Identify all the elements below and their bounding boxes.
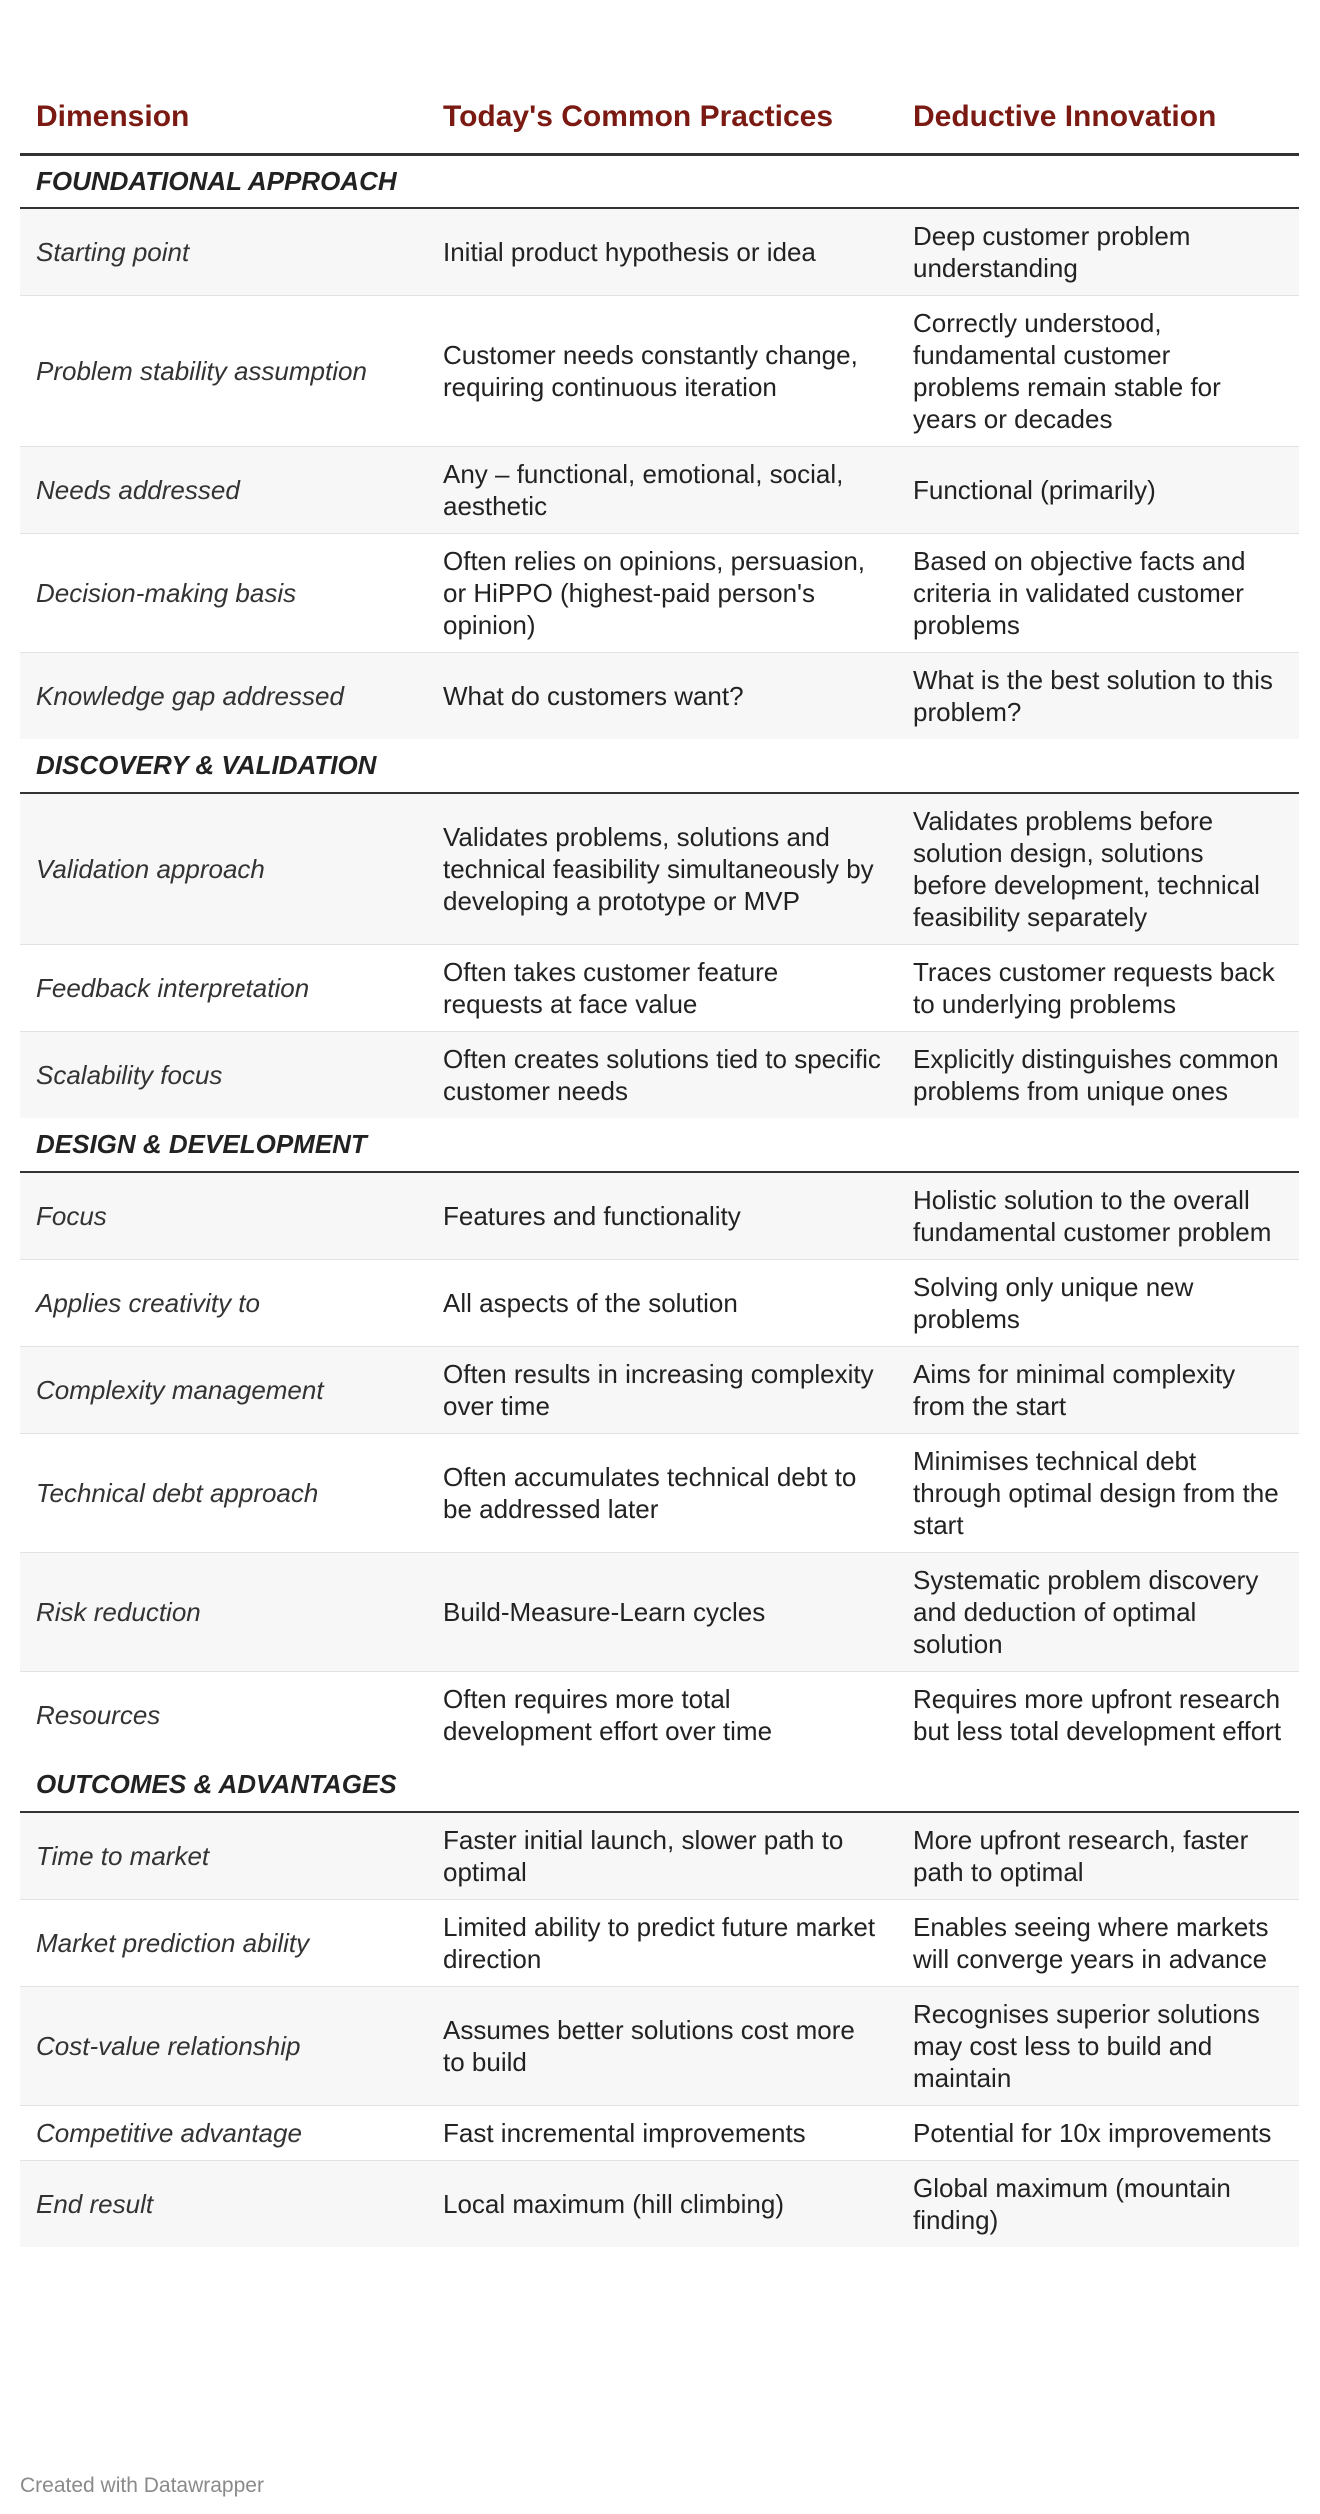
common-practice-cell: Validates problems, solutions and technical feasibility simultaneously by developing a prototype or MVP	[427, 793, 897, 945]
deductive-innovation-cell: Holistic solution to the overall fundamental customer problem	[897, 1172, 1299, 1260]
header-todays-common-practices: Today's Common Practices	[427, 0, 897, 154]
section-row	[20, 739, 1299, 793]
common-practice-cell: Local maximum (hill climbing)	[427, 2161, 897, 2248]
dimension-cell: Market prediction ability	[20, 1900, 427, 1987]
common-practice-cell: Build-Measure-Learn cycles	[427, 1553, 897, 1672]
deductive-innovation-cell: Aims for minimal complexity from the start	[897, 1347, 1299, 1434]
dimension-cell: Competitive advantage	[20, 2106, 427, 2161]
table-row	[20, 447, 1299, 534]
deductive-innovation-cell: Correctly understood, fundamental customer problems remain stable for years or decades	[897, 296, 1299, 447]
header-dimension: Dimension	[20, 0, 427, 154]
common-practice-cell: Often creates solutions tied to specific customer needs	[427, 1032, 897, 1119]
section-row	[20, 1758, 1299, 1812]
table-row	[20, 945, 1299, 1032]
deductive-innovation-cell: Validates problems before solution design, solutions before development, technical feasibility separately	[897, 793, 1299, 945]
table-row	[20, 1347, 1299, 1434]
dimension-cell: Problem stability assumption	[20, 296, 427, 447]
table-row	[20, 1672, 1299, 1759]
header-deductive-innovation: Deductive Innovation	[897, 0, 1299, 154]
common-practice-cell: Any – functional, emotional, social, aesthetic	[427, 447, 897, 534]
deductive-innovation-cell: Systematic problem discovery and deduction of optimal solution	[897, 1553, 1299, 1672]
section-title: DISCOVERY & VALIDATION	[20, 739, 1299, 793]
common-practice-cell: Limited ability to predict future market direction	[427, 1900, 897, 1987]
common-practice-cell: Often results in increasing complexity over time	[427, 1347, 897, 1434]
table-row	[20, 208, 1299, 296]
dimension-cell: Starting point	[20, 208, 427, 296]
table-row	[20, 1900, 1299, 1987]
dimension-cell: Needs addressed	[20, 447, 427, 534]
common-practice-cell: Often requires more total development effort over time	[443, 1684, 773, 1746]
table-body	[20, 154, 1299, 2247]
deductive-innovation-cell: Recognises superior solutions may cost less to build and maintain	[897, 1987, 1299, 2106]
common-practice-cell: Assumes better solutions cost more to build	[427, 1987, 897, 2106]
comparison-table	[20, 0, 1299, 2247]
dimension-cell: End result	[20, 2161, 427, 2248]
deductive-innovation-cell: Requires more upfront research but less total development effort	[913, 1684, 1282, 1746]
table-row	[20, 2161, 1299, 2248]
table-row	[20, 1987, 1299, 2106]
datawrapper-credit: Created with Datawrapper	[20, 2474, 264, 2497]
dimension-cell: Validation approach	[20, 793, 427, 945]
table-row	[20, 1434, 1299, 1553]
section-title: OUTCOMES & ADVANTAGES	[20, 1758, 1299, 1812]
section-row	[20, 1118, 1299, 1172]
common-practice-cell: Initial product hypothesis or idea	[427, 208, 897, 296]
deductive-innovation-cell: What is the best solution to this problem?	[897, 653, 1299, 740]
deductive-innovation-cell: Explicitly distinguishes common problems from unique ones	[897, 1032, 1299, 1119]
deductive-innovation-cell: Solving only unique new problems	[897, 1260, 1299, 1347]
table-row	[20, 1812, 1299, 1900]
common-practice-cell: Often relies on opinions, persuasion, or HiPPO (highest-paid person's opinion)	[427, 534, 897, 653]
table-row	[20, 793, 1299, 945]
deductive-innovation-cell: Potential for 10x improvements	[897, 2106, 1299, 2161]
common-practice-cell: Features and functionality	[427, 1172, 897, 1260]
common-practice-cell: Often accumulates technical debt to be addressed later	[427, 1434, 897, 1553]
dimension-cell: Time to market	[20, 1812, 427, 1900]
comparison-table-container	[20, 0, 1299, 2247]
table-row	[20, 1260, 1299, 1347]
table-row	[20, 534, 1299, 653]
dimension-cell: Resources	[36, 1700, 161, 1730]
dimension-cell: Scalability focus	[20, 1032, 427, 1119]
common-practice-cell: All aspects of the solution	[427, 1260, 897, 1347]
dimension-cell: Focus	[20, 1172, 427, 1260]
dimension-cell: Cost-value relationship	[20, 1987, 427, 2106]
table-row	[20, 1172, 1299, 1260]
dimension-cell: Risk reduction	[20, 1553, 427, 1672]
table-row	[20, 653, 1299, 740]
dimension-cell: Technical debt approach	[20, 1434, 427, 1553]
table-row	[20, 2106, 1299, 2161]
dimension-cell: Feedback interpretation	[20, 945, 427, 1032]
common-practice-cell: Often takes customer feature requests at face value	[427, 945, 897, 1032]
section-title: FOUNDATIONAL APPROACH	[20, 154, 1299, 208]
common-practice-cell: Faster initial launch, slower path to optimal	[427, 1812, 897, 1900]
dimension-cell: Applies creativity to	[20, 1260, 427, 1347]
table-row	[20, 296, 1299, 447]
header-row	[20, 0, 1299, 154]
table-row	[20, 1032, 1299, 1119]
common-practice-cell: Customer needs constantly change, requiring continuous iteration	[427, 296, 897, 447]
deductive-innovation-cell: Based on objective facts and criteria in validated customer problems	[897, 534, 1299, 653]
dimension-cell: Complexity management	[20, 1347, 427, 1434]
deductive-innovation-cell: Traces customer requests back to underlying problems	[897, 945, 1299, 1032]
deductive-innovation-cell: Global maximum (mountain finding)	[897, 2161, 1299, 2248]
deductive-innovation-cell: Enables seeing where markets will converge years in advance	[897, 1900, 1299, 1987]
deductive-innovation-cell: More upfront research, faster path to optimal	[897, 1812, 1299, 1900]
deductive-innovation-cell: Minimises technical debt through optimal design from the start	[897, 1434, 1299, 1553]
deductive-innovation-cell: Functional (primarily)	[897, 447, 1299, 534]
common-practice-cell: Fast incremental improvements	[427, 2106, 897, 2161]
section-title: DESIGN & DEVELOPMENT	[20, 1118, 1299, 1172]
table-header	[20, 0, 1299, 154]
common-practice-cell: What do customers want?	[427, 653, 897, 740]
dimension-cell: Knowledge gap addressed	[20, 653, 427, 740]
dimension-cell: Decision-making basis	[20, 534, 427, 653]
deductive-innovation-cell: Deep customer problem understanding	[897, 208, 1299, 296]
section-row	[20, 154, 1299, 208]
table-row	[20, 1553, 1299, 1672]
